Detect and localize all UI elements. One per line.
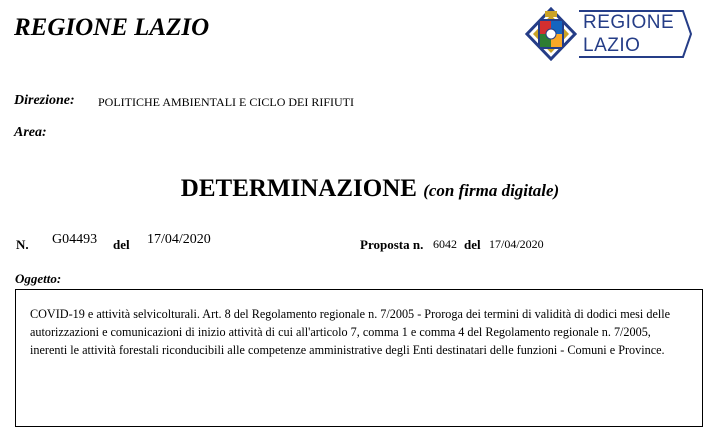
proposta-value: 6042 bbox=[433, 237, 457, 251]
numero-date: 17/04/2020 bbox=[147, 232, 211, 247]
direzione-value: POLITICHE AMBIENTALI E CICLO DEI RIFIUTI bbox=[98, 95, 355, 109]
page-title: REGIONE LAZIO bbox=[14, 14, 210, 41]
document-subtitle: (con firma digitale) bbox=[423, 181, 560, 200]
logo-line2: LAZIO bbox=[583, 35, 641, 56]
area-label: Area: bbox=[14, 125, 47, 140]
numero-del-label: del bbox=[113, 237, 130, 252]
document-heading bbox=[0, 175, 720, 203]
direzione-label: Direzione: bbox=[14, 93, 75, 108]
logo-line1: REGIONE bbox=[583, 12, 675, 33]
numero-value: G04493 bbox=[52, 232, 98, 247]
proposta-label: Proposta n. bbox=[360, 237, 424, 252]
document-type: DETERMINAZIONE bbox=[180, 175, 417, 202]
oggetto-label: Oggetto: bbox=[15, 271, 62, 286]
region-logo bbox=[525, 7, 705, 61]
numero-label: N. bbox=[16, 237, 29, 252]
oggetto-box bbox=[15, 289, 703, 427]
proposta-date: 17/04/2020 bbox=[489, 237, 544, 251]
proposta-del-label: del bbox=[464, 237, 481, 252]
oggetto-text: COVID-19 e attività selvicolturali. Art. 8 del Regolamento regionale n. 7/2005 - Proroga dei termini di validità di dodici mesi delle autorizzazioni e comunicazioni di inizio attività di cui all'articolo 7, comma 1 e comma 4 del Regolamento regionale n. 7/2005, inerenti le attività forestali riconducibili alle competenze amministrative degli Enti destinatari delle funzioni - Comuni e Province. bbox=[30, 307, 671, 357]
